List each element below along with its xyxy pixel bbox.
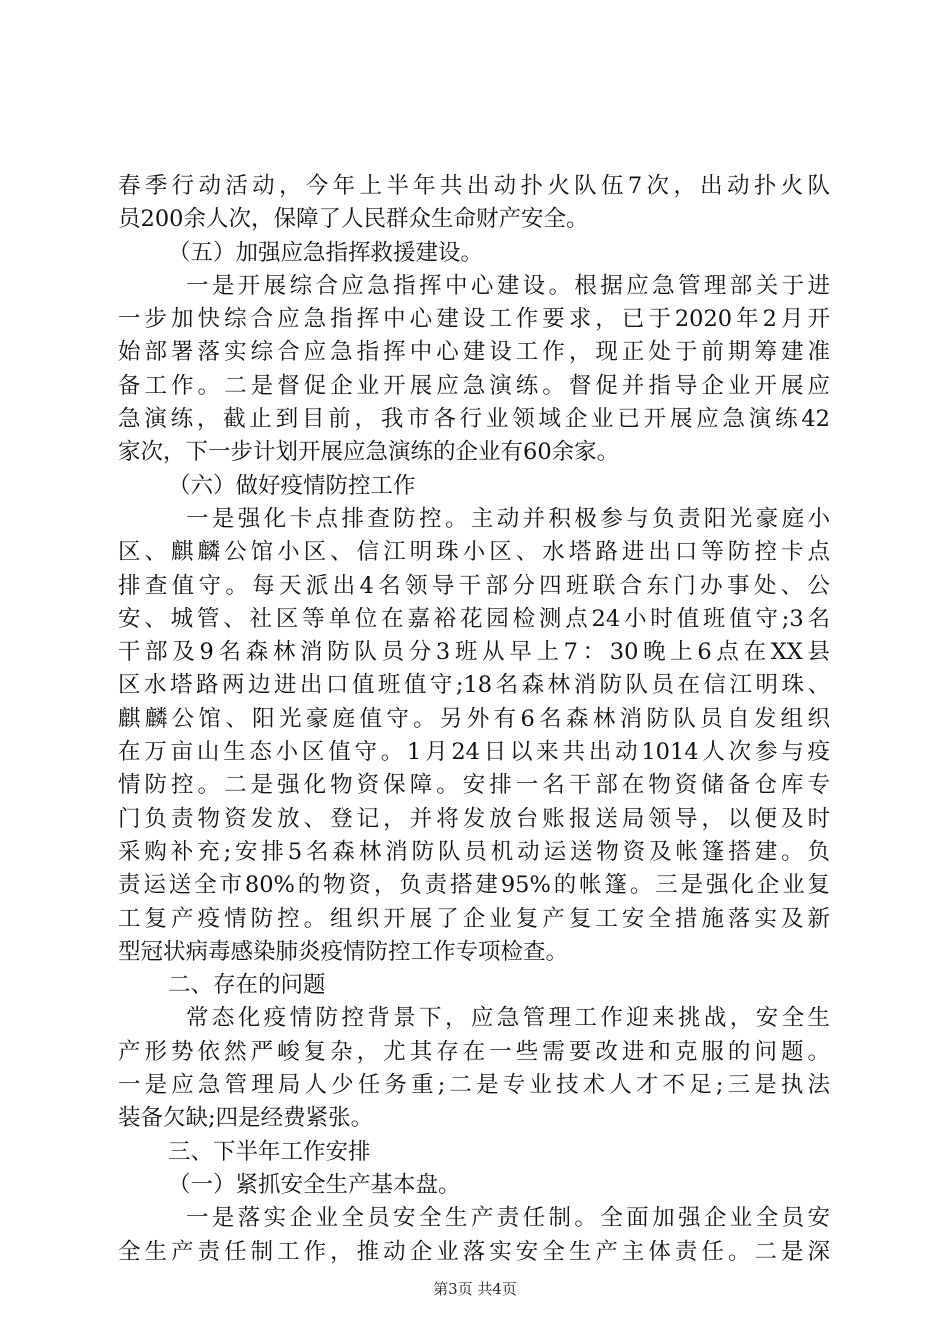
text-line: 春季行动活动，今年上半年共出动扑火队伍7次，出动扑火队 xyxy=(118,173,830,199)
text-line: （六）做好疫情防控工作 xyxy=(168,472,416,499)
text-line: 二、存在的问题 xyxy=(168,972,326,999)
document-body xyxy=(118,170,830,1269)
text-line: （一）紧抓安全生产基本盘。 xyxy=(168,1171,461,1198)
text-line: 备工作。二是督促企业开展应急演练。督促并指导企业开展应 xyxy=(118,372,830,399)
text-line: 工复产疫情防控。组织开展了企业复产复工安全措施落实及新 xyxy=(118,905,830,932)
text-line: 一是强化卡点排查防控。主动并积极参与负责阳光豪庭小 xyxy=(186,505,830,532)
text-line: 一是应急管理局人少任务重;二是专业技术人才不足;三是执法 xyxy=(118,1072,830,1099)
text-line: 全生产责任制工作，推动企业落实安全生产主体责任。二是深 xyxy=(118,1238,830,1265)
text-line: 区、麒麟公馆小区、信江明珠小区、水塔路进出口等防控卡点 xyxy=(118,539,830,566)
text-line: 装备欠缺;四是经费紧张。 xyxy=(118,1105,374,1132)
text-line: 一是开展综合应急指挥中心建设。根据应急管理部关于进 xyxy=(186,272,830,299)
text-line: 干部及9名森林消防队员分3班从早上7：30晚上6点在XX县 xyxy=(118,639,830,666)
text-line: 始部署落实综合应急指挥中心建设工作，现正处于前期筹建准 xyxy=(118,339,830,366)
text-line: 在万亩山生态小区值守。1月24日以来共出动1014人次参与疫 xyxy=(118,739,830,766)
text-line: 排查值守。每天派出4名领导干部分四班联合东门办事处、公 xyxy=(118,572,830,599)
text-line: 一步加快综合应急指挥中心建设工作要求，已于2020年2月开 xyxy=(118,306,830,333)
text-line: 产形势依然严峻复杂，尤其存在一些需要改进和克服的问题。 xyxy=(118,1038,830,1065)
text-line: 家次，下一步计划开展应急演练的企业有60余家。 xyxy=(118,439,620,466)
text-line: 急演练，截止到目前，我市各行业领域企业已开展应急演练42 xyxy=(118,406,830,433)
text-line: 采购补充;安排5名森林消防队员机动运送物资及帐篷搭建。负 xyxy=(118,838,830,865)
text-line: 三、下半年工作安排 xyxy=(168,1138,371,1165)
text-line: 员200余人次，保障了人民群众生命财产安全。 xyxy=(118,206,589,233)
text-line: 情防控。二是强化物资保障。安排一名干部在物资储备仓库专 xyxy=(118,772,830,799)
text-line: 区水塔路两边进出口值班值守;18名森林消防队员在信江明珠、 xyxy=(118,672,830,699)
text-line: 安、城管、社区等单位在嘉裕花园检测点24小时值班值守;3名 xyxy=(118,605,830,632)
page-footer: 第3页 共4页 xyxy=(433,1280,517,1298)
text-line: 门负责物资发放、登记，并将发放台账报送局领导，以便及时 xyxy=(118,805,830,832)
text-line: 一是落实企业全员安全生产责任制。全面加强企业全员安 xyxy=(186,1205,830,1232)
text-line: 型冠状病毒感染肺炎疫情防控工作专项检查。 xyxy=(118,938,569,965)
text-line: （五）加强应急指挥救援建设。 xyxy=(168,239,484,266)
text-line: 麒麟公馆、阳光豪庭值守。另外有6名森林消防队员自发组织 xyxy=(118,705,830,732)
text-line: 常态化疫情防控背景下，应急管理工作迎来挑战，安全生 xyxy=(186,1005,830,1032)
text-line: 责运送全市80%的物资，负责搭建95%的帐篷。三是强化企业复 xyxy=(118,872,830,899)
